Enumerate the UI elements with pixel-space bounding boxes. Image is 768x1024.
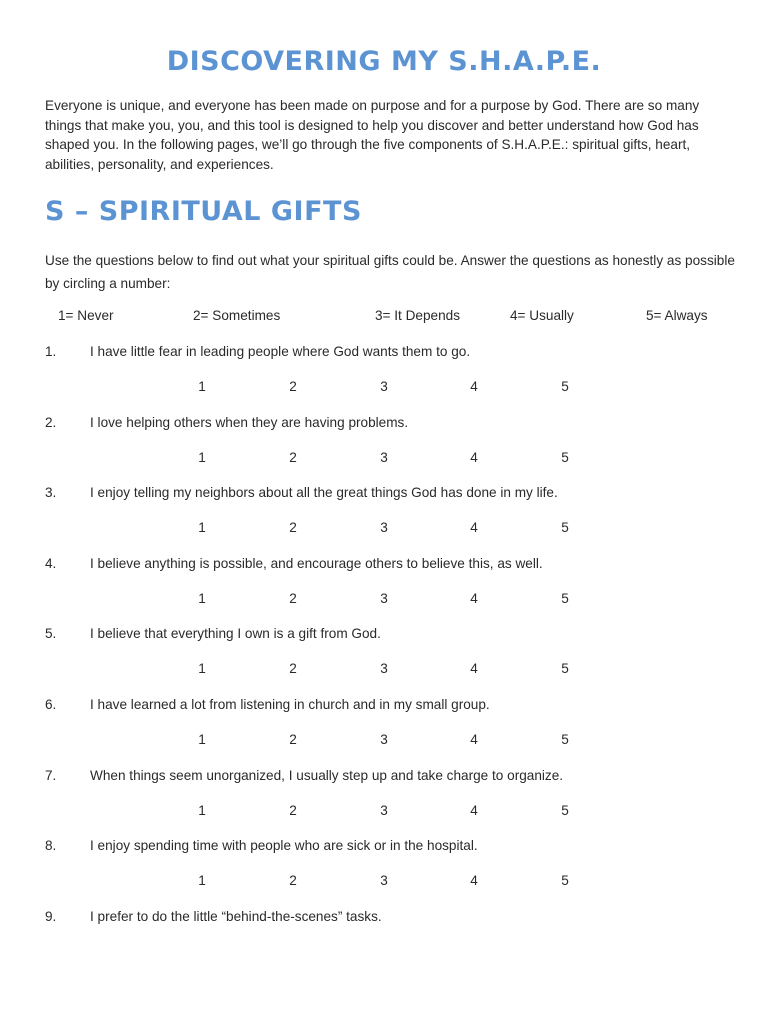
rating-option-5[interactable]: 5 (561, 449, 569, 465)
rating-option-2[interactable]: 2 (289, 449, 297, 465)
question-text: I prefer to do the little “behind-the-scenes” tasks. (90, 908, 382, 924)
rating-option-3[interactable]: 3 (380, 873, 388, 889)
question-text: I believe that everything I own is a gift from God. (90, 626, 381, 642)
rating-option-1[interactable]: 1 (198, 590, 206, 606)
question-number: 9. (45, 908, 57, 924)
question-text: I love helping others when they are having problems. (90, 414, 409, 430)
rating-option-3[interactable]: 3 (380, 590, 388, 606)
rating-option-1[interactable]: 1 (198, 802, 206, 818)
rating-option-5[interactable]: 5 (561, 661, 569, 677)
rating-options (0, 591, 768, 611)
rating-option-1[interactable]: 1 (198, 520, 206, 536)
question-item (0, 485, 768, 545)
question-number: 4. (45, 555, 57, 571)
scale-label-usually: 4= Usually (510, 308, 574, 323)
rating-option-1[interactable]: 1 (198, 732, 206, 747)
rating-option-4[interactable]: 4 (470, 802, 478, 818)
question-text: I believe anything is possible, and encourage others to believe this, as well. (90, 555, 543, 571)
rating-option-1[interactable]: 1 (198, 449, 206, 465)
rating-options (0, 661, 768, 681)
rating-option-1[interactable]: 1 (198, 379, 206, 394)
rating-option-3[interactable]: 3 (380, 379, 388, 394)
rating-option-3[interactable]: 3 (380, 520, 388, 536)
question-item (0, 556, 768, 616)
question-number: 6. (45, 697, 57, 712)
rating-option-2[interactable]: 2 (289, 802, 297, 818)
rating-option-5[interactable]: 5 (561, 379, 569, 394)
question-text: I have little fear in leading people where God wants them to go. (90, 344, 471, 359)
scale-label-always: 5= Always (646, 308, 708, 323)
question-number: 8. (45, 838, 57, 854)
rating-option-2[interactable]: 2 (289, 661, 297, 677)
rating-option-2[interactable]: 2 (289, 873, 297, 889)
question-number: 5. (45, 626, 57, 642)
rating-option-5[interactable]: 5 (561, 520, 569, 536)
question-text: I have learned a lot from listening in church and in my small group. (90, 697, 490, 712)
question-text: I enjoy spending time with people who are sick or in the hospital. (90, 838, 478, 854)
question-text: When things seem unorganized, I usually step up and take charge to organize. (90, 767, 564, 783)
question-number: 3. (45, 485, 57, 501)
rating-option-1[interactable]: 1 (198, 661, 206, 677)
rating-option-4[interactable]: 4 (470, 379, 478, 394)
question-number: 2. (45, 414, 57, 430)
rating-options (0, 450, 768, 470)
section-heading: S – SPIRITUAL GIFTS (45, 196, 362, 227)
question-item (0, 909, 768, 969)
rating-options (0, 520, 768, 540)
scale-label-never: 1= Never (58, 308, 114, 323)
rating-option-2[interactable]: 2 (289, 732, 297, 747)
question-item (0, 415, 768, 475)
rating-option-2[interactable]: 2 (289, 520, 297, 536)
question-item (0, 344, 768, 404)
question-item (0, 626, 768, 686)
question-text: I enjoy telling my neighbors about all the great things God has done in my life. (90, 485, 558, 501)
rating-options (0, 803, 768, 823)
rating-option-3[interactable]: 3 (380, 449, 388, 465)
rating-options (0, 379, 768, 399)
rating-option-4[interactable]: 4 (470, 590, 478, 606)
rating-option-3[interactable]: 3 (380, 802, 388, 818)
rating-option-4[interactable]: 4 (470, 520, 478, 536)
rating-option-2[interactable]: 2 (289, 590, 297, 606)
question-number: 1. (45, 344, 57, 359)
scale-label-sometimes: 2= Sometimes (193, 308, 281, 323)
rating-option-5[interactable]: 5 (561, 732, 569, 747)
rating-option-5[interactable]: 5 (561, 802, 569, 818)
intro-paragraph: Everyone is unique, and everyone has been made on purpose and for a purpose by God. There are so many things that make you, you, and this tool is designed to help you discover and better understand how God has shaped you. In the following pages, we’ll go through the five components of S.H.A.P.E.: spiritual gifts, heart, abilities, personality, and experiences. (45, 98, 700, 172)
question-item (0, 697, 768, 757)
scale-label-it-depends: 3= It Depends (375, 308, 461, 323)
question-item (0, 838, 768, 898)
question-item (0, 768, 768, 828)
page-title: DISCOVERING MY S.H.A.P.E. (166, 46, 602, 77)
rating-option-1[interactable]: 1 (198, 873, 206, 889)
rating-options (0, 732, 768, 752)
rating-option-4[interactable]: 4 (470, 449, 478, 465)
rating-option-5[interactable]: 5 (561, 590, 569, 606)
question-number: 7. (45, 767, 57, 783)
rating-option-4[interactable]: 4 (470, 873, 478, 889)
rating-option-3[interactable]: 3 (380, 732, 388, 747)
instructions-paragraph: Use the questions below to find out what your spiritual gifts could be. Answer the questions as honestly as possible by circling a number: (45, 253, 735, 291)
rating-option-4[interactable]: 4 (470, 661, 478, 677)
rating-option-2[interactable]: 2 (289, 379, 297, 394)
rating-option-3[interactable]: 3 (380, 661, 388, 677)
rating-options (0, 873, 768, 893)
rating-option-4[interactable]: 4 (470, 732, 478, 747)
rating-option-5[interactable]: 5 (561, 873, 569, 889)
rating-scale-legend (0, 308, 768, 328)
